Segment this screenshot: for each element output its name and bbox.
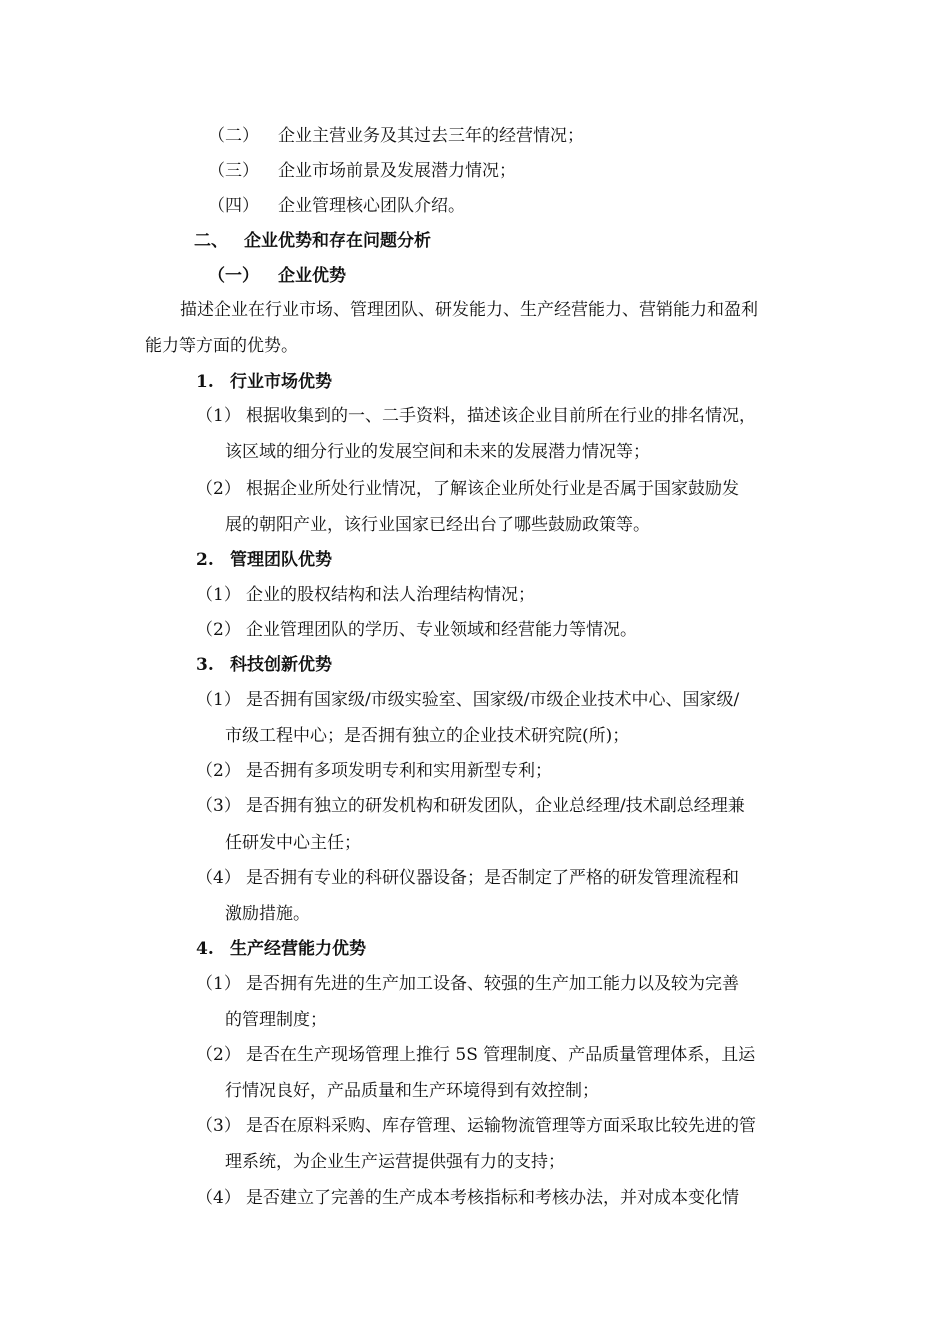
list-item [196, 618, 637, 642]
item-marker: （2） [196, 761, 241, 781]
item-text: 企业主营业务及其过去三年的经营情况； [278, 126, 584, 146]
item-text: 是否拥有多项发明专利和实用新型专利； [246, 761, 552, 781]
numbered-heading [196, 937, 366, 961]
item-text: 根据企业所处行业情况，了解该企业所处行业是否属于国家鼓励发 [246, 479, 739, 499]
subsection-title: 企业优势 [278, 266, 346, 286]
item-continuation: 的管理制度； [225, 1010, 327, 1030]
numbered-heading [196, 370, 332, 394]
list-item [196, 972, 739, 996]
item-text: 企业的股权结构和法人治理结构情况； [246, 585, 535, 605]
item-marker: （四） [208, 196, 259, 216]
list-item [196, 583, 535, 607]
item-continuation: 任研发中心主任； [225, 833, 361, 853]
list-item [208, 159, 516, 183]
heading-title: 行业市场优势 [230, 372, 332, 392]
list-item [196, 866, 739, 890]
item-continuation: 行情况良好，产品质量和生产环境得到有效控制； [225, 1081, 599, 1101]
list-item [196, 688, 739, 712]
list-item [208, 194, 465, 218]
list-item [196, 759, 552, 783]
heading-number: 1. [196, 372, 214, 392]
section-marker: 二、 [194, 231, 228, 251]
list-item [196, 794, 745, 818]
item-text: 是否在生产现场管理上推行 5S 管理制度、产品质量管理体系，且运 [246, 1045, 756, 1065]
subsection-marker: （一） [208, 266, 259, 286]
item-marker: （2） [196, 1045, 241, 1065]
item-marker: （3） [196, 1116, 241, 1136]
item-continuation: 市级工程中心；是否拥有独立的企业技术研究院(所)； [225, 726, 630, 746]
paragraph-line: 能力等方面的优势。 [145, 336, 298, 356]
list-item [196, 477, 739, 501]
item-text: 是否在原料采购、库存管理、运输物流管理等方面采取比较先进的管 [246, 1116, 756, 1136]
list-item [196, 1186, 739, 1210]
item-marker: （1） [196, 406, 241, 426]
item-text: 企业管理团队的学历、专业领域和经营能力等情况。 [246, 620, 637, 640]
heading-title: 管理团队优势 [230, 550, 332, 570]
heading-number: 3. [196, 655, 214, 675]
item-marker: （1） [196, 585, 241, 605]
item-marker: （三） [208, 161, 259, 181]
heading-title: 科技创新优势 [230, 655, 332, 675]
item-marker: （2） [196, 620, 241, 640]
item-text: 根据收集到的一、二手资料，描述该企业目前所在行业的排名情况， [246, 406, 756, 426]
item-text: 是否拥有专业的科研仪器设备；是否制定了严格的研发管理流程和 [246, 868, 739, 888]
item-marker: （1） [196, 690, 241, 710]
heading-number: 4. [196, 939, 214, 959]
list-item [196, 1043, 755, 1067]
item-continuation: 理系统，为企业生产运营提供强有力的支持； [225, 1152, 565, 1172]
item-continuation: 展的朝阳产业，该行业国家已经出台了哪些鼓励政策等。 [225, 515, 650, 535]
item-text: 是否拥有独立的研发机构和研发团队，企业总经理/技术副总经理兼 [246, 796, 745, 816]
paragraph-line: 描述企业在行业市场、管理团队、研发能力、生产经营能力、营销能力和盈利 [180, 300, 758, 320]
item-marker: （2） [196, 479, 241, 499]
item-text: 企业市场前景及发展潜力情况； [278, 161, 516, 181]
list-item [196, 1114, 756, 1138]
section-heading [194, 229, 431, 253]
numbered-heading [196, 548, 332, 572]
item-text: 企业管理核心团队介绍。 [278, 196, 465, 216]
item-text: 是否建立了完善的生产成本考核指标和考核办法，并对成本变化情 [246, 1188, 739, 1208]
item-continuation: 激励措施。 [225, 904, 310, 924]
heading-title: 生产经营能力优势 [230, 939, 366, 959]
item-marker: （1） [196, 974, 241, 994]
numbered-heading [196, 653, 332, 677]
section-title: 企业优势和存在问题分析 [244, 231, 431, 251]
item-marker: （3） [196, 796, 241, 816]
item-marker: （4） [196, 1188, 241, 1208]
item-marker: （二） [208, 126, 259, 146]
item-text: 是否拥有先进的生产加工设备、较强的生产加工能力以及较为完善 [246, 974, 739, 994]
list-item [196, 404, 756, 428]
heading-number: 2. [196, 550, 214, 570]
item-marker: （4） [196, 868, 241, 888]
item-text: 是否拥有国家级/市级实验室、国家级/市级企业技术中心、国家级/ [246, 690, 740, 710]
list-item [208, 124, 584, 148]
subsection-heading [208, 264, 346, 288]
item-continuation: 该区域的细分行业的发展空间和未来的发展潜力情况等； [225, 442, 650, 462]
